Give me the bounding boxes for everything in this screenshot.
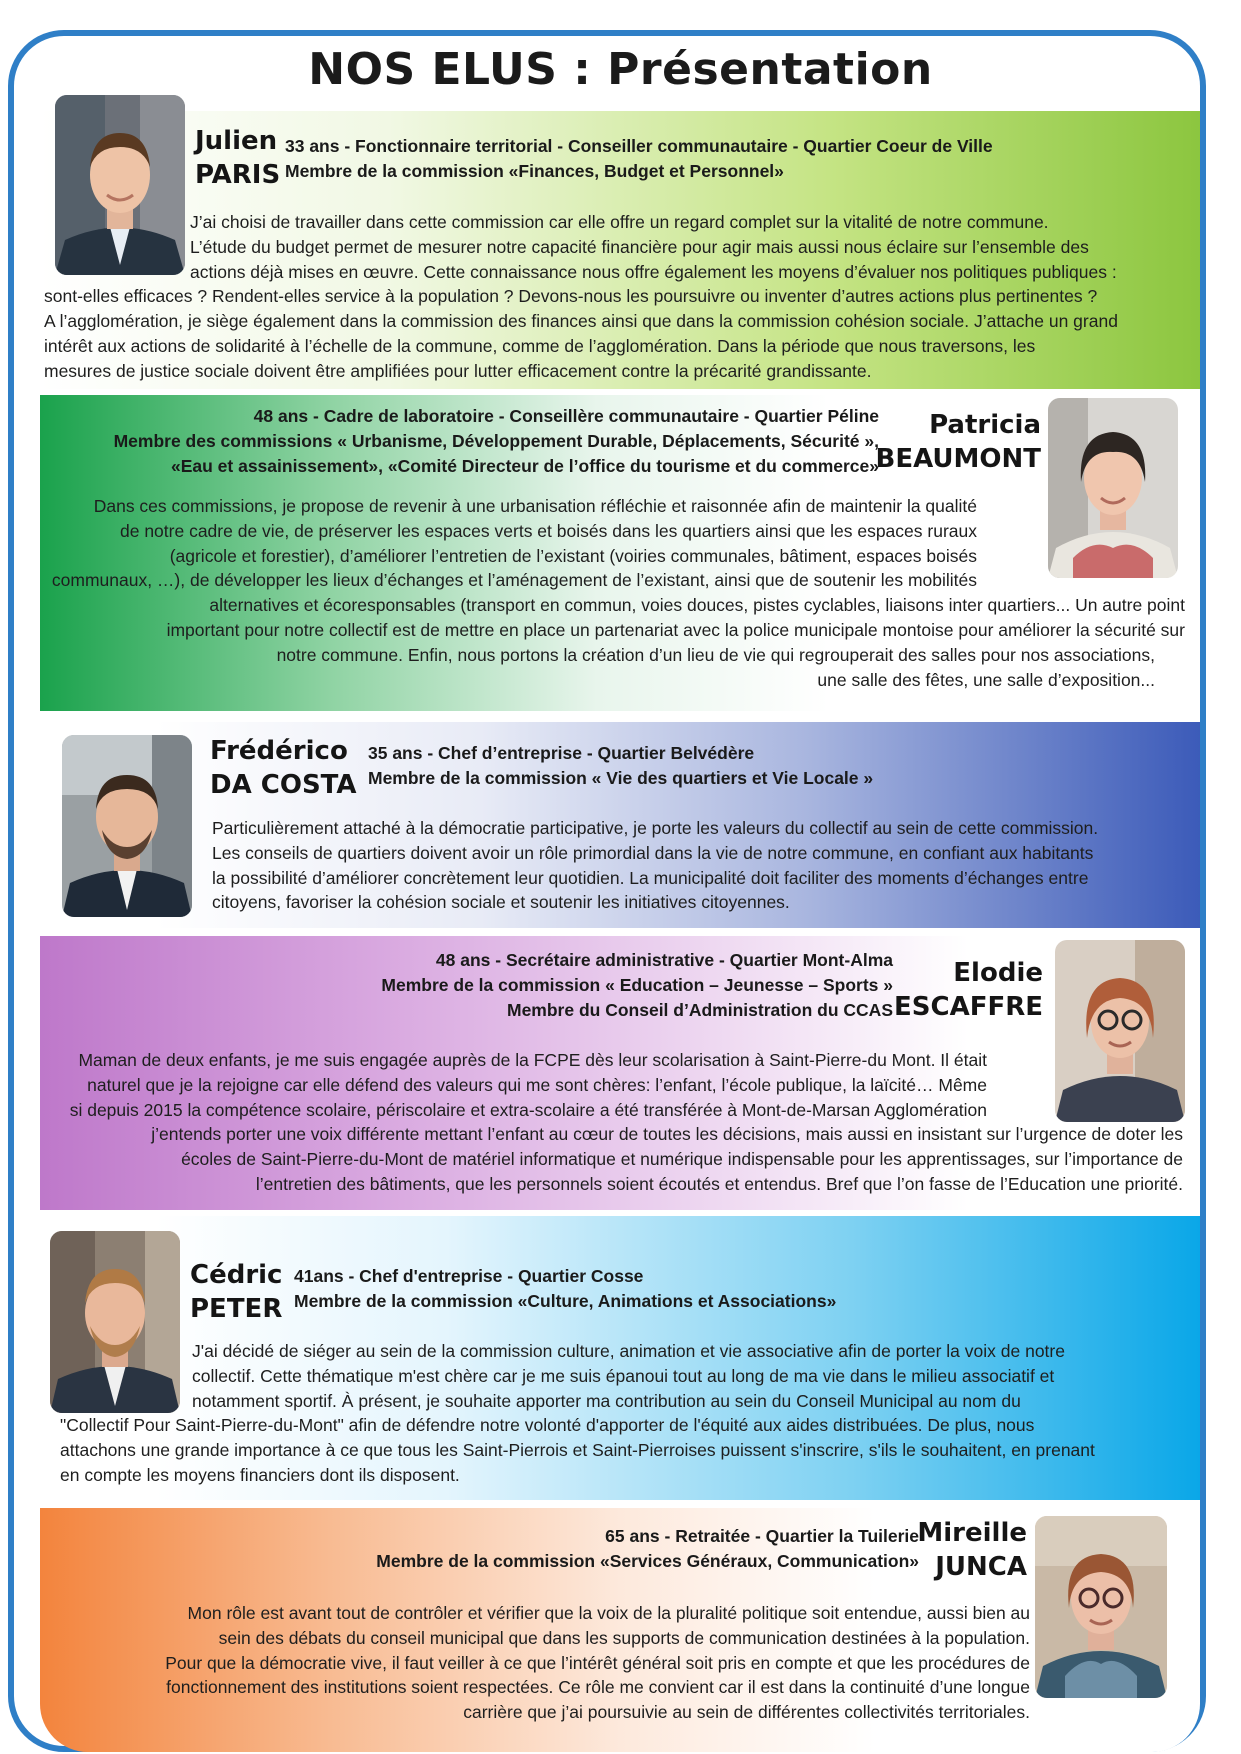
meta-line: 48 ans - Cadre de laboratoire - Conseillère communautaire - Quartier Péline: [253, 406, 879, 426]
first-name: Patricia: [929, 410, 1041, 440]
text-line: actions déjà mises en œuvre. Cette connaissance nous offre également les moyens d’évaluer nos politiques publiques :: [190, 261, 1117, 282]
text-line: la possibilité d’améliorer concrètement leur quotidien. La municipalité doit faciliter des moments d’échanges entre: [212, 867, 1089, 888]
meta-line: Membre de la commission « Education – Jeunesse – Sports »: [381, 975, 893, 995]
meta-patricia-beaumont: [19, 404, 879, 479]
text-line: intérêt aux actions de solidarité à l’échelle de la commune, comme de l’agglomération. Dans la période que nous traversons, les: [44, 335, 1036, 356]
text-line: attachons une grande importance à ce que tous les Saint-Pierrois et Saint-Pierroises puissent s'inscrire, s'ils le souhaitent, en prenant: [60, 1440, 1095, 1461]
text-line: si depuis 2015 la compétence scolaire, périscolaire et extra-scolaire a été transférée à Mont-de-Marsan Agglomération: [69, 1099, 987, 1120]
meta-elodie-escaffre: [193, 948, 893, 1023]
meta-julien-paris: [285, 134, 993, 184]
text-line: sein des débats du conseil municipal que dans les supports de communication destinées à la population.: [218, 1627, 1030, 1648]
text-mireille-junca: [30, 1601, 1030, 1725]
text-line: important pour notre collectif est de mettre en place un partenariat avec la police municipale montoise pour améliorer la sécurité sur: [166, 619, 1185, 640]
text-line: naturel que je la rejoigne car elle défend des valeurs qui me sont chères: l’enfant, l’école publique, la laïcité… Même: [87, 1074, 987, 1095]
meta-line: Membre de la commission «Finances, Budget et Personnel»: [285, 161, 784, 181]
first-name: Frédérico: [210, 736, 348, 766]
meta-cedric-peter: [294, 1264, 836, 1314]
meta-line: 33 ans - Fonctionnaire territorial - Conseiller communautaire - Quartier Coeur de Ville: [285, 136, 993, 156]
text-line: notamment sportif. À présent, je souhaite apporter ma contribution au sein du Conseil Municipal au nom du: [192, 1390, 1021, 1411]
name-julien-paris: [195, 124, 280, 192]
page-title: NOS ELUS : Présentation: [308, 44, 933, 95]
text-line: alternatives et écoresponsables (transport en commun, voies douces, pistes cyclables, liaisons inter quartiers... Un autre point: [209, 595, 1185, 616]
text-line: citoyens, favoriser la cohésion sociale et soutenir les initiatives citoyennes.: [212, 892, 790, 913]
text-frederico-da-costa: [212, 816, 1098, 915]
text-line: en compte les moyens financiers dont ils disposent.: [60, 1464, 460, 1485]
text-elodie-escaffre: [33, 1048, 1183, 1197]
meta-line: «Eau et assainissement», «Comité Directeur de l’office du tourisme et du commerce»: [170, 456, 879, 476]
text-line: Les conseils de quartiers doivent avoir un rôle primordial dans la vie de notre commune, en confiant aux habitants: [212, 842, 1094, 863]
last-name: DA COSTA: [210, 770, 357, 800]
meta-line: 41ans - Chef d'entreprise - Quartier Cosse: [294, 1266, 644, 1286]
meta-line: Membre de la commission «Culture, Animations et Associations»: [294, 1291, 837, 1311]
text-line: sont-elles efficaces ? Rendent-elles service à la population ? Devons-nous les poursuivre ou inventer d’autres actions plus pertinentes ?: [44, 286, 1098, 307]
text-line: J'ai décidé de siéger au sein de la commission culture, animation et vie associative afin de porter la voix de notre: [192, 1341, 1065, 1361]
meta-mireille-junca: [219, 1524, 919, 1574]
text-line: mesures de justice sociale doivent être amplifiées pour lutter efficacement contre la précarité grandissante.: [44, 360, 872, 381]
text-line: Dans ces commissions, je propose de revenir à une urbanisation réfléchie et raisonnée afin de maintenir la qualité: [93, 496, 977, 516]
text-line: communaux, …), de développer les lieux d’échanges et l’aménagement de l’existant, ainsi que de soutenir les mobilités: [51, 570, 977, 591]
text-line: écoles de Saint-Pierre-du-Mont de matériel informatique et numérique indispensable pour les apprentissages, sur l’importance de: [181, 1149, 1183, 1170]
name-cedric-peter: [190, 1258, 283, 1326]
text-line: (agricole et forestier), d’améliorer l’entretien de l’existant (voiries communales, bâtiment, espaces boisés: [169, 545, 977, 566]
text-line: Particulièrement attaché à la démocratie participative, je porte les valeurs du collectif au sein de cette commission.: [212, 818, 1099, 838]
last-name: JUNCA: [935, 1552, 1027, 1582]
text-line: L’étude du budget permet de mesurer notre capacité financière pour agir mais aussi nous éclaire sur l’ensemble des: [190, 236, 1089, 257]
text-line: l’entretien des bâtiments, que les personnels soient écoutés et entendus. Bref que l’on fasse de l’Education une priorité.: [255, 1173, 1183, 1194]
first-name: Cédric: [190, 1260, 283, 1290]
meta-line: Membre de la commission «Services Généraux, Communication»: [376, 1551, 919, 1571]
name-frederico-da-costa: [210, 734, 357, 802]
text-line: Maman de deux enfants, je me suis engagée auprès de la FCPE dès leur scolarisation à Saint-Pierre-du Mont. Il était: [78, 1050, 987, 1070]
first-name: Elodie: [953, 958, 1043, 988]
portrait-frederico-da-costa: [62, 735, 192, 917]
text-line: fonctionnement des institutions soient respectées. Ce rôle me convient car il est dans la continuité d’une longue: [166, 1677, 1030, 1698]
first-name: Mireille: [917, 1518, 1027, 1548]
meta-line: 35 ans - Chef d’entreprise - Quartier Belvédère: [368, 743, 755, 763]
text-line: A l’agglomération, je siège également dans la commission des finances ainsi que dans la commission cohésion sociale. J’attache un grand: [44, 311, 1118, 332]
last-name: PETER: [190, 1294, 283, 1324]
text-line: de notre cadre de vie, de préserver les espaces verts et boisés dans les quartiers ainsi que les espaces ruraux: [120, 520, 977, 541]
meta-frederico-da-costa: [368, 741, 873, 791]
text-line: une salle des fêtes, une salle d’exposition...: [817, 669, 1155, 690]
meta-line: Membre de la commission « Vie des quartiers et Vie Locale »: [368, 768, 874, 788]
text-line: J’ai choisi de travailler dans cette commission car elle offre un regard complet sur la vitalité de notre commune.: [190, 212, 1049, 232]
text-line: collectif. Cette thématique m'est chère car je me suis épanoui tout au long de ma vie dans le milieu associatif et: [192, 1365, 1055, 1386]
text-line: j’entends porter une voix différente mettant l’enfant au cœur de toutes les décisions, mais aussi en insistant sur l’urgence de doter les: [151, 1124, 1183, 1145]
first-name: Julien: [195, 126, 278, 156]
text-line: Mon rôle est avant tout de contrôler et vérifier que la voix de la pluralité politique soit entendue, aussi bien au: [187, 1603, 1030, 1623]
last-name: BEAUMONT: [875, 444, 1041, 474]
text-line: "Collectif Pour Saint-Pierre-du-Mont" afin de défendre notre volonté d'apporter de l'équité aux aides distribuées. De plus, nous: [60, 1415, 1035, 1436]
meta-line: 48 ans - Secrétaire administrative - Quartier Mont-Alma: [435, 950, 893, 970]
meta-line: Membre des commissions « Urbanisme, Développement Durable, Déplacements, Sécurité »,: [113, 431, 879, 451]
text-patricia-beaumont: [35, 494, 1185, 692]
last-name: ESCAFFRE: [894, 992, 1043, 1022]
meta-line: Membre du Conseil d’Administration du CCAS: [507, 1000, 893, 1020]
text-line: Pour que la démocratie vive, il faut veiller à ce que l’intérêt général soit pris en compte et que les procédures de: [165, 1652, 1030, 1673]
portrait-mireille-junca: [1035, 1516, 1167, 1698]
text-julien-paris: [44, 210, 1118, 384]
text-line: notre commune. Enfin, nous portons la création d’un lieu de vie qui regrouperait des salles pour nos associations,: [276, 644, 1155, 665]
meta-line: 65 ans - Retraitée - Quartier la Tuilerie: [605, 1526, 919, 1546]
last-name: PARIS: [195, 160, 281, 190]
text-cedric-peter: [60, 1339, 1095, 1488]
text-line: carrière que j’ai poursuivie au sein de différentes collectivités territoriales.: [463, 1702, 1030, 1723]
